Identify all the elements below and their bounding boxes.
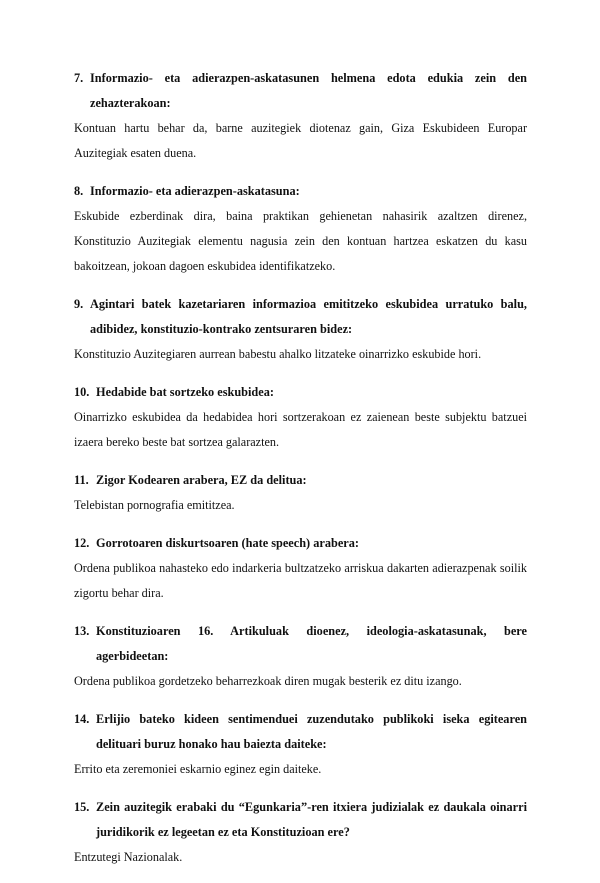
question-item-9: [74, 292, 527, 367]
question-number: 14.: [74, 712, 90, 726]
answer-text: Entzutegi Nazionalak.: [74, 850, 183, 864]
question-heading: [74, 66, 527, 116]
question-text: Gorrotoaren diskurtsoaren (hate speech) arabera:: [96, 536, 359, 550]
question-heading: [74, 179, 527, 204]
question-text: Zigor Kodearen arabera, EZ da delitua:: [96, 473, 307, 487]
question-text: Konstituzioaren 16. Artikuluak dioenez, ideologia-askatasunak, bere agerbideetan:: [96, 624, 527, 663]
question-heading: [74, 619, 527, 669]
question-item-11: [74, 468, 527, 518]
question-text: Agintari batek kazetariaren informazioa emititzeko eskubidea urratuko balu, adibidez, konstituzio-kontrako zentsuraren bidez:: [90, 297, 527, 336]
question-number: 11.: [74, 473, 89, 487]
answer-text: Ordena publikoa gordetzeko beharrezkoak diren mugak besterik ez ditu izango.: [74, 674, 462, 688]
question-heading: [74, 795, 527, 845]
question-item-13: [74, 619, 527, 694]
question-heading: [74, 707, 527, 757]
question-item-12: [74, 531, 527, 606]
question-heading: [74, 531, 527, 556]
question-number: 7.: [74, 71, 84, 85]
question-item-8: [74, 179, 527, 279]
question-number: 12.: [74, 536, 90, 550]
question-item-10: [74, 380, 527, 455]
question-text: Hedabide bat sortzeko eskubidea:: [96, 385, 274, 399]
question-item-14: [74, 707, 527, 782]
question-heading: [74, 292, 527, 342]
question-number: 8.: [74, 184, 84, 198]
answer-text: Konstituzio Auzitegiaren aurrean babestu ahalko litzateke oinarrizko eskubide hori.: [74, 347, 482, 361]
answer-text: Ordena publikoa nahasteko edo indarkeria bultzatzeko arriskua dakarten adierazpenak soilik zigortu behar dira.: [74, 561, 527, 600]
answer-text: Telebistan pornografia emititzea.: [74, 498, 235, 512]
answer-text: Kontuan hartu behar da, barne auzitegiek diotenaz gain, Giza Eskubideen Europar Auzitegiak esaten duena.: [74, 121, 527, 160]
answer-text: Oinarrizko eskubidea da hedabidea hori sortzerakoan ez zaienean beste subjektu batzuei izaera bereko beste bat sortzea galarazten.: [74, 410, 527, 449]
question-item-7: [74, 66, 527, 166]
answer-text: Errito eta zeremoniei eskarnio eginez egin daiteke.: [74, 762, 322, 776]
question-text: Informazio- eta adierazpen-askatasunen helmena edota edukia zein den zehazterakoan:: [90, 71, 527, 110]
question-number: 10.: [74, 385, 90, 399]
question-text: Informazio- eta adierazpen-askatasuna:: [90, 184, 300, 198]
question-number: 9.: [74, 297, 84, 311]
question-heading: [74, 468, 527, 493]
question-number: 13.: [74, 624, 90, 638]
question-text: Zein auzitegik erabaki du “Egunkaria”-ren itxiera judizialak ez daukala oinarri juridikorik ez legeetan ez eta Konstituzioan ere?: [96, 800, 527, 839]
question-item-15: [74, 795, 527, 870]
document-page: [74, 66, 527, 883]
question-text: Erlijio bateko kideen sentimenduei zuzendutako publikoki iseka egitearen delituari buruz honako hau baiezta daiteke:: [96, 712, 527, 751]
question-number: 15.: [74, 800, 90, 814]
answer-text: Eskubide ezberdinak dira, baina praktikan gehienetan nahasirik azaltzen direnez, Konstituzio Auzitegiak elementu nagusia zein den kontuan hartzea eskatzen du kasu bakoitzean, jokoan dagoen eskubidea identifikatzeko.: [74, 209, 527, 273]
question-heading: [74, 380, 527, 405]
